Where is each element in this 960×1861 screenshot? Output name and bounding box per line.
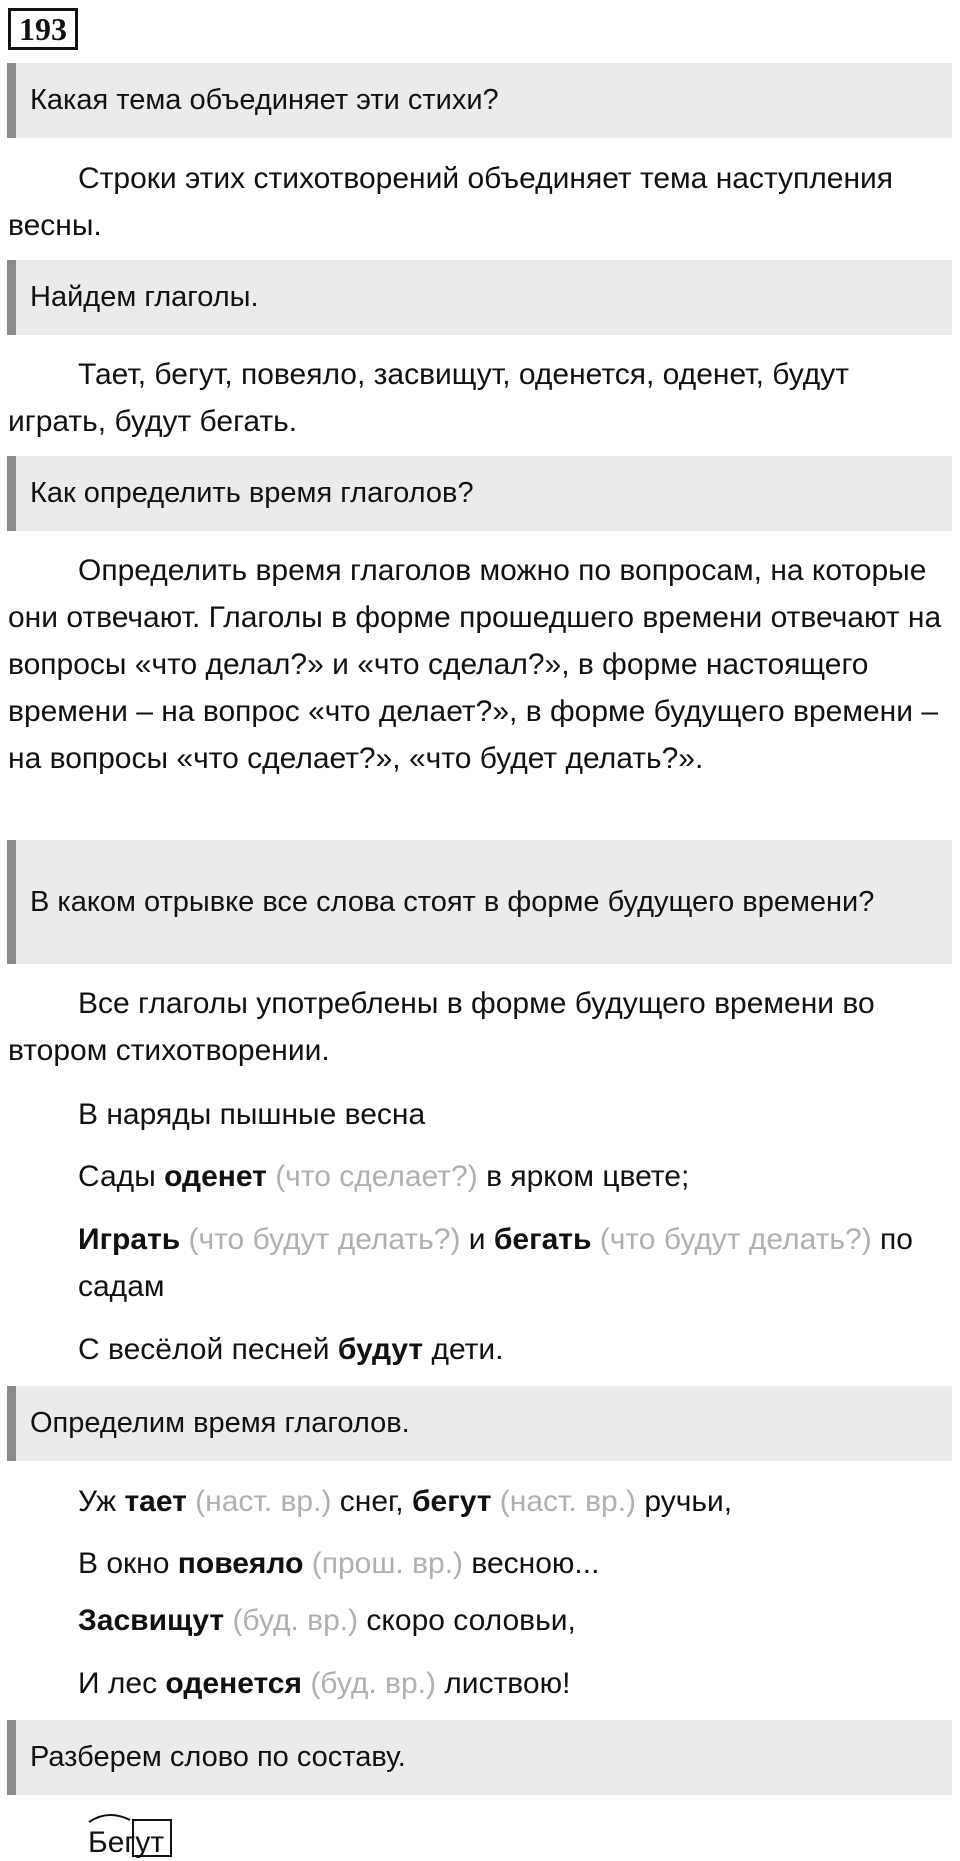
poem2-line-3 xyxy=(78,1216,948,1310)
word-morphology-diagram xyxy=(86,1808,176,1858)
root-arc-mark xyxy=(89,1815,130,1822)
verb: повеяло xyxy=(177,1547,304,1580)
question-6-text: Разберем слово по составу. xyxy=(30,1741,406,1773)
text: и xyxy=(460,1223,494,1256)
verb: оденет xyxy=(164,1160,267,1193)
text: С весёлой песней xyxy=(78,1333,338,1366)
morph-word: Бегут xyxy=(88,1826,165,1858)
tense-hint: (прош. вр.) xyxy=(303,1547,464,1580)
text: В окно xyxy=(78,1547,178,1580)
text: Уж xyxy=(78,1485,125,1518)
verb: тает xyxy=(124,1485,187,1518)
text: листвою! xyxy=(435,1667,571,1700)
verb: бегать xyxy=(493,1223,592,1256)
poem1-line-1 xyxy=(78,1478,948,1525)
poem2-line-1: В наряды пышные весна xyxy=(78,1098,426,1131)
text: снег, xyxy=(331,1485,412,1518)
question-1-text: Какая тема объединяет эти стихи? xyxy=(30,84,499,116)
verb: бегут xyxy=(411,1485,492,1518)
question-5-text: Определим время глаголов. xyxy=(30,1407,410,1439)
text: И лес xyxy=(78,1667,166,1700)
question-hint: (что будут делать?) xyxy=(591,1223,872,1256)
poem1-line-2 xyxy=(78,1540,948,1587)
answer-1: Строки этих стихотворений объединяет тема наступления весны. xyxy=(8,162,894,242)
poem2-line-4 xyxy=(78,1326,948,1373)
answer-3: Определить время глаголов можно по вопросам, на которые они отвечают. Глаголы в форме прошедшего времени отвечают на вопросы «что делал?» и «что сделал?», в форме настоящего времени – на вопрос «что делает?», в форме будущего времени – на вопросы «что сделает?», «что будет делать?». xyxy=(8,554,942,775)
text: дети. xyxy=(423,1333,504,1366)
question-hint: (что сделает?) xyxy=(266,1160,478,1193)
question-4 xyxy=(7,840,952,964)
verb: оденется xyxy=(165,1667,302,1700)
poem1-line-3 xyxy=(78,1597,948,1644)
text: в ярком цвете; xyxy=(477,1160,690,1193)
question-6 xyxy=(7,1720,952,1795)
text: Сады xyxy=(78,1160,165,1193)
tense-hint: (наст. вр.) xyxy=(491,1485,637,1518)
text: весною... xyxy=(463,1547,600,1580)
question-3-text: Как определить время глаголов? xyxy=(30,477,474,509)
poem1-line-4 xyxy=(78,1660,948,1707)
tense-hint: (буд. вр.) xyxy=(224,1604,359,1637)
verb: Засвищут xyxy=(78,1604,225,1637)
question-hint: (что будут делать?) xyxy=(180,1223,461,1256)
question-5 xyxy=(7,1386,952,1461)
answer-2: Тает, бегут, повеяло, засвищут, оденется, оденет, будут играть, будут бегать. xyxy=(8,358,850,438)
text: скоро соловьи, xyxy=(358,1604,576,1637)
question-3 xyxy=(7,456,952,531)
poem2-line-2 xyxy=(78,1153,948,1200)
verb: Играть xyxy=(78,1223,181,1256)
text: ручьи, xyxy=(636,1485,733,1518)
verb: будут xyxy=(337,1333,424,1366)
task-number: 193 xyxy=(8,8,78,50)
tense-hint: (наст. вр.) xyxy=(186,1485,332,1518)
question-4-text: В каком отрывке все слова стоят в форме будущего времени? xyxy=(30,885,875,918)
question-2-text: Найдем глаголы. xyxy=(30,281,259,313)
question-1 xyxy=(7,63,952,138)
tense-hint: (буд. вр.) xyxy=(301,1667,436,1700)
answer-4: Все глаголы употреблены в форме будущего времени во втором стихотворении. xyxy=(8,987,875,1067)
question-2 xyxy=(7,260,952,335)
text: по садам xyxy=(78,1223,913,1303)
